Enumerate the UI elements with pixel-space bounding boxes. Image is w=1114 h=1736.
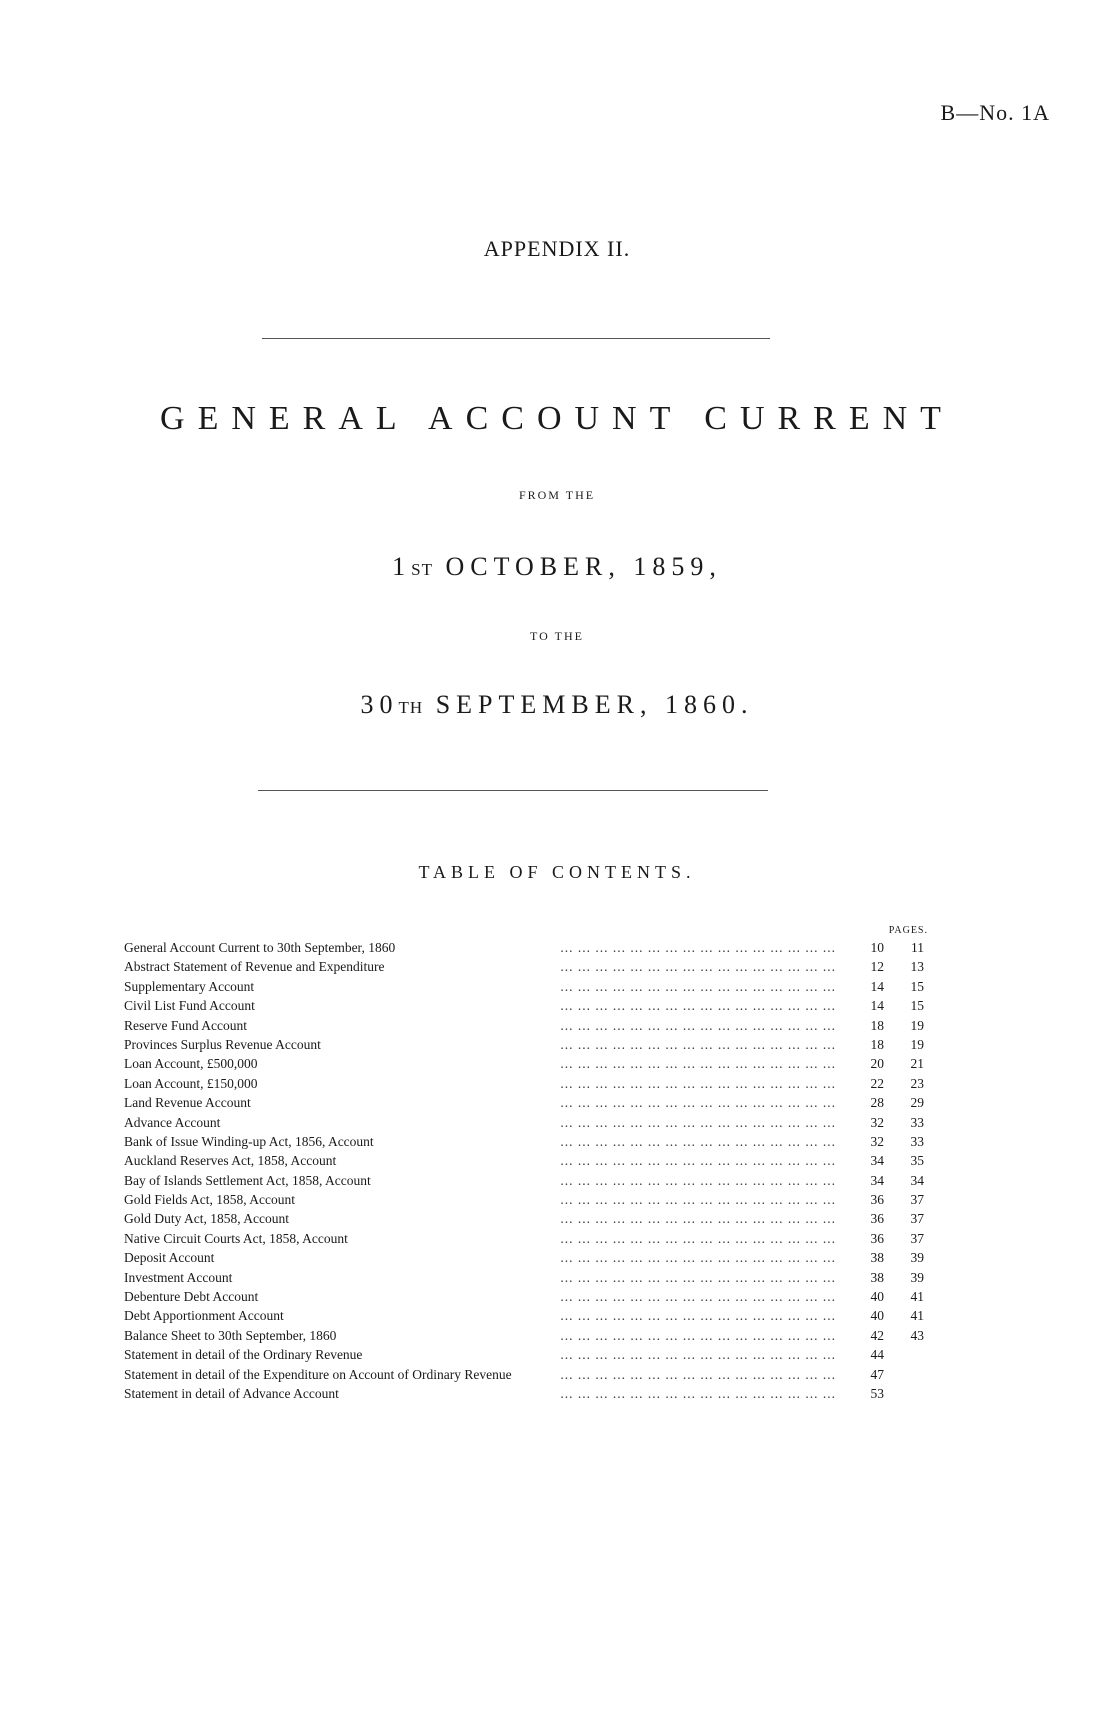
toc-entry-page-start: 42 xyxy=(870,1327,884,1343)
toc-entry-page-start: 22 xyxy=(870,1075,884,1091)
toc-leader-dots: ... ... ... ... ... ... ... ... ... ... ... ... ... ... ... ... xyxy=(560,1192,836,1208)
toc-row xyxy=(124,1384,924,1403)
toc-entry-title: Gold Duty Act, 1858, Account xyxy=(124,1211,295,1226)
toc-row xyxy=(124,1054,924,1073)
toc-entry-page-end: 11 xyxy=(911,940,924,955)
toc-entry-page-end: 43 xyxy=(910,1327,924,1343)
toc-entry-page-start: 36 xyxy=(870,1192,884,1208)
toc-row xyxy=(124,1093,924,1112)
toc-entry-page-end: 35 xyxy=(910,1153,924,1169)
date-to-ordinal: TH xyxy=(398,698,424,717)
toc-entry-page-start: 53 xyxy=(870,1385,884,1401)
toc-row xyxy=(124,1074,924,1093)
toc-entry-page-start: 32 xyxy=(870,1114,884,1130)
toc-entry-page-start: 34 xyxy=(870,1153,884,1169)
toc-entry-title: Loan Account, £150,000 xyxy=(124,1076,263,1091)
date-from-day: 1 xyxy=(392,552,412,581)
toc-entry-page-end: 39 xyxy=(910,1269,924,1285)
toc-leader-dots: ... ... ... ... ... ... ... ... ... ... ... ... ... ... ... ... xyxy=(560,1250,836,1266)
toc-leader-dots: ... ... ... ... ... ... ... ... ... ... ... ... ... ... ... ... xyxy=(560,1327,836,1343)
toc-leader-dots: ... ... ... ... ... ... ... ... ... ... ... ... ... ... ... ... xyxy=(560,959,836,975)
toc-leader-dots: ... ... ... ... ... ... ... ... ... ... ... ... ... ... ... ... xyxy=(560,940,836,955)
toc-row xyxy=(124,1016,924,1035)
toc-entry-page-end: 37 xyxy=(910,1211,924,1227)
toc-row xyxy=(124,977,924,996)
toc-leader-dots: ... ... ... ... ... ... ... ... ... ... ... ... ... ... ... ... xyxy=(560,1075,836,1091)
toc-row xyxy=(124,1326,924,1345)
toc-row xyxy=(124,1151,924,1170)
toc-leader-dots: ... ... ... ... ... ... ... ... ... ... ... ... ... ... ... ... xyxy=(560,1347,836,1363)
toc-entry-page-end: 33 xyxy=(910,1114,924,1130)
toc-entry-title: Supplementary Account xyxy=(124,979,260,994)
toc-entry-page-end: 33 xyxy=(910,1133,924,1149)
date-from xyxy=(0,552,1114,582)
toc-entry-title: Investment Account xyxy=(124,1270,238,1285)
toc-entry-page-end: 37 xyxy=(910,1230,924,1246)
toc-entry-title: Loan Account, £500,000 xyxy=(124,1056,263,1071)
toc-leader-dots: ... ... ... ... ... ... ... ... ... ... ... ... ... ... ... ... xyxy=(560,1133,836,1149)
toc-entry-title: Debt Apportionment Account xyxy=(124,1308,290,1323)
toc-leader-dots: ... ... ... ... ... ... ... ... ... ... ... ... ... ... ... ... xyxy=(560,1308,836,1324)
toc-leader-dots: ... ... ... ... ... ... ... ... ... ... ... ... ... ... ... ... xyxy=(560,1153,836,1169)
toc-entry-page-start: 36 xyxy=(870,1211,884,1227)
toc-entry-title: Statement in detail of the Ordinary Revenue xyxy=(124,1347,368,1362)
toc-entry-page-start: 47 xyxy=(870,1366,884,1382)
toc-entry-title: Provinces Surplus Revenue Account xyxy=(124,1037,327,1052)
toc-entry-page-start: 36 xyxy=(870,1230,884,1246)
toc-row xyxy=(124,1365,924,1384)
toc-entry-title: Balance Sheet to 30th September, 1860 xyxy=(124,1328,342,1343)
toc-leader-dots: ... ... ... ... ... ... ... ... ... ... ... ... ... ... ... ... xyxy=(560,1211,836,1227)
toc-entry-page-end: 29 xyxy=(910,1095,924,1111)
toc-entry-page-start: 28 xyxy=(870,1095,884,1111)
toc-row xyxy=(124,938,924,957)
pages-column-label: PAGES. xyxy=(888,925,928,936)
toc-leader-dots: ... ... ... ... ... ... ... ... ... ... ... ... ... ... ... ... xyxy=(560,998,836,1014)
toc-entry-title: Native Circuit Courts Act, 1858, Account xyxy=(124,1231,354,1246)
toc-entry-page-start: 18 xyxy=(870,1036,884,1052)
toc-entry-page-end: 21 xyxy=(910,1056,924,1072)
toc-leader-dots: ... ... ... ... ... ... ... ... ... ... ... ... ... ... ... ... xyxy=(560,1172,836,1188)
toc-leader-dots: ... ... ... ... ... ... ... ... ... ... ... ... ... ... ... ... xyxy=(560,1017,836,1033)
toc-heading: TABLE OF CONTENTS. xyxy=(418,862,696,882)
toc-entry-page-end: 39 xyxy=(910,1250,924,1266)
date-to-day: 30 xyxy=(360,690,399,719)
toc-entry-page-start: 38 xyxy=(870,1269,884,1285)
toc-entry-title: Gold Fields Act, 1858, Account xyxy=(124,1192,301,1207)
toc-entry-page-start: 14 xyxy=(870,978,884,994)
toc-entry-title: Statement in detail of Advance Account xyxy=(124,1386,345,1401)
toc-entry-page-start: 40 xyxy=(870,1289,884,1305)
toc-entry-page-end: 34 xyxy=(910,1172,924,1188)
from-the-label: FROM THE xyxy=(518,488,596,502)
toc-entry-page-start: 14 xyxy=(870,998,884,1014)
toc-row xyxy=(124,1190,924,1209)
toc-row xyxy=(124,1287,924,1306)
toc-row xyxy=(124,1248,924,1267)
toc-entry-page-end: 41 xyxy=(910,1308,924,1324)
toc-entry-page-end: 13 xyxy=(910,959,924,975)
toc-entry-page-start: 40 xyxy=(870,1308,884,1324)
toc-row xyxy=(124,1229,924,1248)
toc-leader-dots: ... ... ... ... ... ... ... ... ... ... ... ... ... ... ... ... xyxy=(560,1289,836,1305)
toc-entry-page-start: 32 xyxy=(870,1133,884,1149)
toc-row xyxy=(124,1113,924,1132)
date-from-rest: OCTOBER, 1859, xyxy=(445,552,722,581)
toc-entry-page-start: 44 xyxy=(870,1347,884,1363)
document-reference: B—No. 1A xyxy=(940,100,1050,125)
toc-entry-page-start: 18 xyxy=(870,1017,884,1033)
toc-row xyxy=(124,1171,924,1190)
toc-entry-page-end: 19 xyxy=(910,1036,924,1052)
toc-leader-dots: ... ... ... ... ... ... ... ... ... ... ... ... ... ... ... ... xyxy=(560,1036,836,1052)
main-title: GENERAL ACCOUNT CURRENT xyxy=(160,400,954,437)
toc-row xyxy=(124,1268,924,1287)
divider-rule-bottom xyxy=(258,790,768,791)
toc-entry-title: General Account Current to 30th September, 1860 xyxy=(124,940,401,955)
toc-entry-title: Bay of Islands Settlement Act, 1858, Account xyxy=(124,1173,377,1188)
toc-entry-title: Statement in detail of the Expenditure on Account of Ordinary Revenue xyxy=(124,1367,518,1382)
divider-rule-top xyxy=(262,338,770,339)
toc-rows xyxy=(124,938,924,1403)
toc-entry-page-start: 34 xyxy=(870,1172,884,1188)
toc-leader-dots: ... ... ... ... ... ... ... ... ... ... ... ... ... ... ... ... xyxy=(560,1056,836,1072)
toc-row xyxy=(124,1132,924,1151)
toc-entry-page-end: 23 xyxy=(910,1075,924,1091)
toc-entry-page-end: 15 xyxy=(910,978,924,994)
toc-leader-dots: ... ... ... ... ... ... ... ... ... ... ... ... ... ... ... ... xyxy=(560,978,836,994)
toc-entry-title: Land Revenue Account xyxy=(124,1095,257,1110)
toc-leader-dots: ... ... ... ... ... ... ... ... ... ... ... ... ... ... ... ... xyxy=(560,1269,836,1285)
toc-entry-page-start: 12 xyxy=(870,959,884,975)
toc-entry-page-end: 41 xyxy=(910,1289,924,1305)
toc-entry-page-end: 37 xyxy=(910,1192,924,1208)
toc-row xyxy=(124,1306,924,1325)
toc-row xyxy=(124,1345,924,1364)
toc-row xyxy=(124,1035,924,1054)
toc-entry-page-end: 19 xyxy=(910,1017,924,1033)
toc-entry-page-start: 20 xyxy=(870,1056,884,1072)
toc-leader-dots: ... ... ... ... ... ... ... ... ... ... ... ... ... ... ... ... xyxy=(560,1230,836,1246)
toc-leader-dots: ... ... ... ... ... ... ... ... ... ... ... ... ... ... ... ... xyxy=(560,1366,836,1382)
toc-entry-title: Reserve Fund Account xyxy=(124,1018,253,1033)
to-the-label: TO THE xyxy=(530,629,584,643)
appendix-heading: APPENDIX II. xyxy=(483,236,631,261)
toc-leader-dots: ... ... ... ... ... ... ... ... ... ... ... ... ... ... ... ... xyxy=(560,1114,836,1130)
toc-entry-title: Advance Account xyxy=(124,1115,226,1130)
toc-leader-dots: ... ... ... ... ... ... ... ... ... ... ... ... ... ... ... ... xyxy=(560,1095,836,1111)
toc-row xyxy=(124,957,924,976)
date-from-ordinal: ST xyxy=(411,560,433,579)
toc-entry-title: Auckland Reserves Act, 1858, Account xyxy=(124,1153,342,1168)
toc-entry-title: Deposit Account xyxy=(124,1250,220,1265)
toc-leader-dots: ... ... ... ... ... ... ... ... ... ... ... ... ... ... ... ... xyxy=(560,1385,836,1401)
toc-entry-title: Debenture Debt Account xyxy=(124,1289,264,1304)
toc-entry-title: Bank of Issue Winding-up Act, 1856, Account xyxy=(124,1134,380,1149)
toc-entry-page-start: 10 xyxy=(870,940,884,955)
date-to-rest: SEPTEMBER, 1860. xyxy=(435,690,754,719)
toc-entry-page-end: 15 xyxy=(910,998,924,1014)
toc-row xyxy=(124,996,924,1015)
toc-row xyxy=(124,1209,924,1228)
date-to xyxy=(0,690,1114,720)
toc-entry-title: Abstract Statement of Revenue and Expenditure xyxy=(124,959,391,974)
toc-entry-page-start: 38 xyxy=(870,1250,884,1266)
toc-entry-title: Civil List Fund Account xyxy=(124,998,261,1013)
